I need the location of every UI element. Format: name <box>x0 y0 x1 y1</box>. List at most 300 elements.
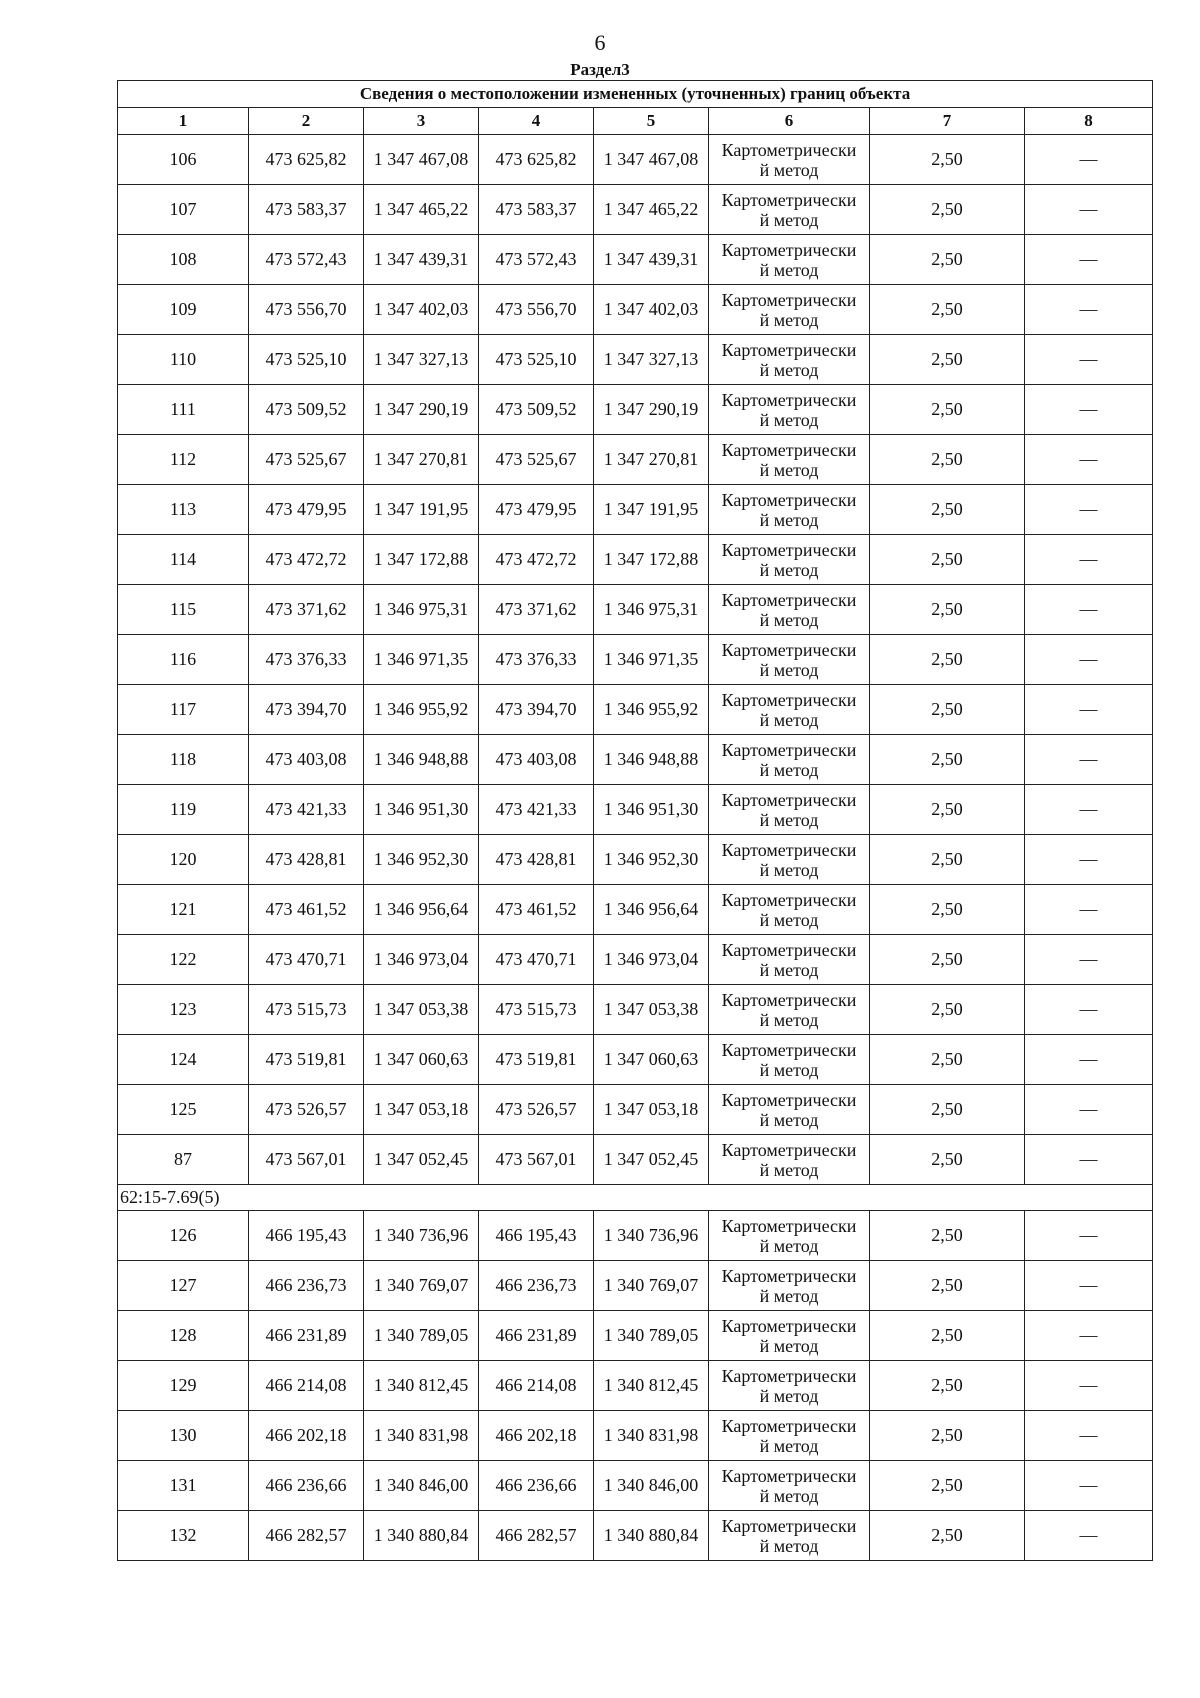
note-cell: — <box>1025 735 1153 785</box>
method-text-line: й метод <box>759 159 819 180</box>
column-number-header: 6 <box>709 108 870 135</box>
point-number-cell: 112 <box>118 435 249 485</box>
note-cell: — <box>1025 1411 1153 1461</box>
column-number-header: 8 <box>1025 108 1153 135</box>
method-cell <box>709 1311 870 1361</box>
method-cell <box>709 585 870 635</box>
x-coord-cell: 466 236,66 <box>249 1461 364 1511</box>
note-cell: — <box>1025 1211 1153 1261</box>
table-row <box>118 235 1153 285</box>
table-row <box>118 1511 1153 1561</box>
method-text-line: Картометрически <box>721 889 857 910</box>
accuracy-cell: 2,50 <box>870 985 1025 1035</box>
accuracy-cell: 2,50 <box>870 885 1025 935</box>
method-cell <box>709 1085 870 1135</box>
y-coord-cell: 1 340 789,05 <box>364 1311 479 1361</box>
y-coord-cell: 1 347 053,38 <box>364 985 479 1035</box>
point-number-cell: 122 <box>118 935 249 985</box>
method-cell <box>709 385 870 435</box>
method-cell <box>709 235 870 285</box>
y-coord-new-cell: 1 346 948,88 <box>594 735 709 785</box>
accuracy-cell: 2,50 <box>870 635 1025 685</box>
x-coord-cell: 473 509,52 <box>249 385 364 435</box>
accuracy-cell: 2,50 <box>870 835 1025 885</box>
table-row <box>118 685 1153 735</box>
method-text-line: Картометрически <box>721 589 857 610</box>
method-text-line: Картометрически <box>721 939 857 960</box>
table-row <box>118 435 1153 485</box>
accuracy-cell: 2,50 <box>870 735 1025 785</box>
x-coord-new-cell: 473 583,37 <box>479 185 594 235</box>
accuracy-cell: 2,50 <box>870 185 1025 235</box>
x-coord-cell: 473 556,70 <box>249 285 364 335</box>
method-text-line: й метод <box>759 659 819 680</box>
point-number-cell: 120 <box>118 835 249 885</box>
x-coord-cell: 473 515,73 <box>249 985 364 1035</box>
method-text-line: Картометрически <box>721 689 857 710</box>
point-number-cell: 106 <box>118 135 249 185</box>
table-row <box>118 485 1153 535</box>
accuracy-cell: 2,50 <box>870 785 1025 835</box>
method-text-line: й метод <box>759 759 819 780</box>
point-number-cell: 119 <box>118 785 249 835</box>
y-coord-cell: 1 347 439,31 <box>364 235 479 285</box>
table-row <box>118 385 1153 435</box>
y-coord-new-cell: 1 340 736,96 <box>594 1211 709 1261</box>
note-cell: — <box>1025 835 1153 885</box>
point-number-cell: 131 <box>118 1461 249 1511</box>
y-coord-cell: 1 347 402,03 <box>364 285 479 335</box>
point-number-cell: 130 <box>118 1411 249 1461</box>
section-title: Раздел3 <box>570 60 630 79</box>
column-number-header: 2 <box>249 108 364 135</box>
table-row <box>118 835 1153 885</box>
note-cell: — <box>1025 285 1153 335</box>
method-text-line: Картометрически <box>721 1415 857 1436</box>
x-coord-cell: 466 195,43 <box>249 1211 364 1261</box>
accuracy-cell: 2,50 <box>870 1261 1025 1311</box>
note-cell: — <box>1025 1261 1153 1311</box>
accuracy-cell: 2,50 <box>870 1135 1025 1185</box>
x-coord-cell: 473 403,08 <box>249 735 364 785</box>
method-text-line: Картометрически <box>721 1315 857 1336</box>
method-text-line: Картометрически <box>721 1215 857 1236</box>
method-text-line: Картометрически <box>721 1515 857 1536</box>
point-number-cell: 129 <box>118 1361 249 1411</box>
point-number-cell: 116 <box>118 635 249 685</box>
point-number-cell: 107 <box>118 185 249 235</box>
y-coord-cell: 1 347 172,88 <box>364 535 479 585</box>
x-coord-cell: 473 583,37 <box>249 185 364 235</box>
x-coord-cell: 473 470,71 <box>249 935 364 985</box>
point-number-cell: 128 <box>118 1311 249 1361</box>
method-text-line: й метод <box>759 309 819 330</box>
x-coord-new-cell: 473 403,08 <box>479 735 594 785</box>
y-coord-new-cell: 1 340 831,98 <box>594 1411 709 1461</box>
method-text-line: Картометрически <box>721 439 857 460</box>
point-number-cell: 117 <box>118 685 249 735</box>
method-text-line: й метод <box>759 909 819 930</box>
y-coord-cell: 1 347 327,13 <box>364 335 479 385</box>
method-text-line: й метод <box>759 1109 819 1130</box>
x-coord-cell: 473 394,70 <box>249 685 364 735</box>
method-text-line: й метод <box>759 1435 819 1456</box>
x-coord-new-cell: 473 394,70 <box>479 685 594 735</box>
y-coord-new-cell: 1 347 191,95 <box>594 485 709 535</box>
method-cell <box>709 835 870 885</box>
x-coord-cell: 473 371,62 <box>249 585 364 635</box>
method-cell <box>709 985 870 1035</box>
table-caption: Сведения о местоположении измененных (уточненных) границ объекта <box>118 81 1153 108</box>
x-coord-new-cell: 473 515,73 <box>479 985 594 1035</box>
point-number-cell: 113 <box>118 485 249 535</box>
point-number-cell: 115 <box>118 585 249 635</box>
y-coord-new-cell: 1 346 971,35 <box>594 635 709 685</box>
y-coord-cell: 1 346 948,88 <box>364 735 479 785</box>
column-number-header: 7 <box>870 108 1025 135</box>
x-coord-new-cell: 473 525,10 <box>479 335 594 385</box>
x-coord-cell: 473 421,33 <box>249 785 364 835</box>
x-coord-cell: 473 525,67 <box>249 435 364 485</box>
y-coord-cell: 1 340 736,96 <box>364 1211 479 1261</box>
note-cell: — <box>1025 635 1153 685</box>
y-coord-cell: 1 347 467,08 <box>364 135 479 185</box>
method-cell <box>709 1261 870 1311</box>
method-text-line: й метод <box>759 359 819 380</box>
accuracy-cell: 2,50 <box>870 535 1025 585</box>
x-coord-new-cell: 473 556,70 <box>479 285 594 335</box>
x-coord-cell: 466 214,08 <box>249 1361 364 1411</box>
method-cell <box>709 1135 870 1185</box>
note-cell: — <box>1025 785 1153 835</box>
method-text-line: Картометрически <box>721 639 857 660</box>
x-coord-new-cell: 473 479,95 <box>479 485 594 535</box>
accuracy-cell: 2,50 <box>870 135 1025 185</box>
method-cell <box>709 1035 870 1085</box>
table-row <box>118 1411 1153 1461</box>
x-coord-new-cell: 473 525,67 <box>479 435 594 485</box>
y-coord-cell: 1 340 846,00 <box>364 1461 479 1511</box>
method-text-line: Картометрически <box>721 489 857 510</box>
method-cell <box>709 335 870 385</box>
method-text-line: й метод <box>759 1485 819 1506</box>
x-coord-cell: 473 572,43 <box>249 235 364 285</box>
method-text-line: й метод <box>759 1235 819 1256</box>
method-text-line: Картометрически <box>721 839 857 860</box>
x-coord-cell: 473 461,52 <box>249 885 364 935</box>
point-number-cell: 108 <box>118 235 249 285</box>
method-text-line: Картометрически <box>721 289 857 310</box>
method-text-line: й метод <box>759 1159 819 1180</box>
accuracy-cell: 2,50 <box>870 1085 1025 1135</box>
table-row <box>118 285 1153 335</box>
x-coord-cell: 473 428,81 <box>249 835 364 885</box>
method-text-line: Картометрически <box>721 789 857 810</box>
x-coord-cell: 473 625,82 <box>249 135 364 185</box>
accuracy-cell: 2,50 <box>870 1461 1025 1511</box>
note-cell: — <box>1025 1311 1153 1361</box>
y-coord-new-cell: 1 340 812,45 <box>594 1361 709 1411</box>
y-coord-cell: 1 347 191,95 <box>364 485 479 535</box>
method-text-line: й метод <box>759 209 819 230</box>
accuracy-cell: 2,50 <box>870 1211 1025 1261</box>
y-coord-cell: 1 346 956,64 <box>364 885 479 935</box>
y-coord-cell: 1 346 971,35 <box>364 635 479 685</box>
note-cell: — <box>1025 1085 1153 1135</box>
table-row <box>118 1311 1153 1361</box>
note-cell: — <box>1025 1035 1153 1085</box>
method-cell <box>709 885 870 935</box>
accuracy-cell: 2,50 <box>870 585 1025 635</box>
y-coord-new-cell: 1 347 270,81 <box>594 435 709 485</box>
accuracy-cell: 2,50 <box>870 485 1025 535</box>
x-coord-cell: 473 526,57 <box>249 1085 364 1135</box>
y-coord-cell: 1 347 060,63 <box>364 1035 479 1085</box>
method-text-line: Картометрически <box>721 1465 857 1486</box>
method-text-line: Картометрически <box>721 539 857 560</box>
y-coord-new-cell: 1 346 973,04 <box>594 935 709 985</box>
y-coord-new-cell: 1 346 955,92 <box>594 685 709 735</box>
column-number-header: 5 <box>594 108 709 135</box>
method-text-line: Картометрически <box>721 739 857 760</box>
x-coord-new-cell: 473 472,72 <box>479 535 594 585</box>
method-cell <box>709 935 870 985</box>
method-text-line: й метод <box>759 809 819 830</box>
point-number-cell: 87 <box>118 1135 249 1185</box>
table-row <box>118 1361 1153 1411</box>
y-coord-cell: 1 340 812,45 <box>364 1361 479 1411</box>
note-cell: — <box>1025 235 1153 285</box>
y-coord-cell: 1 346 975,31 <box>364 585 479 635</box>
y-coord-new-cell: 1 347 467,08 <box>594 135 709 185</box>
y-coord-new-cell: 1 347 465,22 <box>594 185 709 235</box>
y-coord-cell: 1 346 955,92 <box>364 685 479 735</box>
method-cell <box>709 135 870 185</box>
y-coord-cell: 1 346 952,30 <box>364 835 479 885</box>
method-text-line: й метод <box>759 959 819 980</box>
method-text-line: Картометрически <box>721 1365 857 1386</box>
method-text-line: Картометрически <box>721 389 857 410</box>
method-text-line: й метод <box>759 1009 819 1030</box>
table-row <box>118 985 1153 1035</box>
y-coord-new-cell: 1 347 290,19 <box>594 385 709 435</box>
page-number: 6 <box>594 30 606 55</box>
table-row <box>118 185 1153 235</box>
x-coord-cell: 473 376,33 <box>249 635 364 685</box>
point-number-cell: 118 <box>118 735 249 785</box>
table-row <box>118 1085 1153 1135</box>
group-label: 62:15-7.69(5) <box>118 1185 1153 1211</box>
y-coord-new-cell: 1 340 846,00 <box>594 1461 709 1511</box>
y-coord-cell: 1 340 831,98 <box>364 1411 479 1461</box>
accuracy-cell: 2,50 <box>870 385 1025 435</box>
method-text-line: Картометрически <box>721 1089 857 1110</box>
y-coord-new-cell: 1 346 975,31 <box>594 585 709 635</box>
method-text-line: Картометрически <box>721 1039 857 1060</box>
point-number-cell: 110 <box>118 335 249 385</box>
method-cell <box>709 435 870 485</box>
table-caption-row <box>118 81 1153 108</box>
point-number-cell: 124 <box>118 1035 249 1085</box>
table-row <box>118 585 1153 635</box>
x-coord-new-cell: 466 236,66 <box>479 1461 594 1511</box>
table-row <box>118 935 1153 985</box>
accuracy-cell: 2,50 <box>870 1361 1025 1411</box>
point-number-cell: 121 <box>118 885 249 935</box>
y-coord-new-cell: 1 347 327,13 <box>594 335 709 385</box>
method-cell <box>709 485 870 535</box>
x-coord-cell: 473 525,10 <box>249 335 364 385</box>
accuracy-cell: 2,50 <box>870 1311 1025 1361</box>
note-cell: — <box>1025 1511 1153 1561</box>
accuracy-cell: 2,50 <box>870 235 1025 285</box>
method-text-line: й метод <box>759 1385 819 1406</box>
accuracy-cell: 2,50 <box>870 285 1025 335</box>
method-text-line: Картометрически <box>721 339 857 360</box>
note-cell: — <box>1025 185 1153 235</box>
x-coord-new-cell: 473 421,33 <box>479 785 594 835</box>
method-cell <box>709 785 870 835</box>
method-text-line: й метод <box>759 1285 819 1306</box>
y-coord-new-cell: 1 347 439,31 <box>594 235 709 285</box>
y-coord-cell: 1 340 880,84 <box>364 1511 479 1561</box>
x-coord-cell: 466 231,89 <box>249 1311 364 1361</box>
method-text-line: й метод <box>759 1335 819 1356</box>
x-coord-new-cell: 473 371,62 <box>479 585 594 635</box>
point-number-cell: 126 <box>118 1211 249 1261</box>
x-coord-new-cell: 466 202,18 <box>479 1411 594 1461</box>
y-coord-cell: 1 346 951,30 <box>364 785 479 835</box>
method-text-line: й метод <box>759 1535 819 1556</box>
note-cell: — <box>1025 685 1153 735</box>
group-header-row <box>118 1185 1153 1211</box>
x-coord-cell: 466 282,57 <box>249 1511 364 1561</box>
table-row <box>118 735 1153 785</box>
x-coord-new-cell: 473 428,81 <box>479 835 594 885</box>
table-row <box>118 335 1153 385</box>
table-body <box>118 135 1153 1561</box>
method-cell <box>709 735 870 785</box>
point-number-cell: 111 <box>118 385 249 435</box>
point-number-cell: 132 <box>118 1511 249 1561</box>
column-number-header: 4 <box>479 108 594 135</box>
method-cell <box>709 535 870 585</box>
y-coord-cell: 1 346 973,04 <box>364 935 479 985</box>
column-number-row <box>118 108 1153 135</box>
x-coord-new-cell: 473 625,82 <box>479 135 594 185</box>
note-cell: — <box>1025 1135 1153 1185</box>
note-cell: — <box>1025 1461 1153 1511</box>
accuracy-cell: 2,50 <box>870 685 1025 735</box>
accuracy-cell: 2,50 <box>870 1511 1025 1561</box>
y-coord-new-cell: 1 347 172,88 <box>594 535 709 585</box>
note-cell: — <box>1025 885 1153 935</box>
point-number-cell: 109 <box>118 285 249 335</box>
x-coord-cell: 466 236,73 <box>249 1261 364 1311</box>
table-row <box>118 1461 1153 1511</box>
note-cell: — <box>1025 135 1153 185</box>
y-coord-new-cell: 1 347 402,03 <box>594 285 709 335</box>
method-text-line: й метод <box>759 609 819 630</box>
note-cell: — <box>1025 335 1153 385</box>
table-row <box>118 785 1153 835</box>
y-coord-cell: 1 347 270,81 <box>364 435 479 485</box>
coordinates-table <box>117 80 1153 1561</box>
x-coord-new-cell: 473 509,52 <box>479 385 594 435</box>
method-text-line: й метод <box>759 259 819 280</box>
method-text-line: й метод <box>759 509 819 530</box>
x-coord-new-cell: 466 214,08 <box>479 1361 594 1411</box>
x-coord-cell: 473 479,95 <box>249 485 364 535</box>
point-number-cell: 114 <box>118 535 249 585</box>
method-text-line: Картометрически <box>721 1265 857 1286</box>
y-coord-new-cell: 1 346 952,30 <box>594 835 709 885</box>
point-number-cell: 127 <box>118 1261 249 1311</box>
note-cell: — <box>1025 535 1153 585</box>
x-coord-new-cell: 473 567,01 <box>479 1135 594 1185</box>
note-cell: — <box>1025 485 1153 535</box>
table-row <box>118 535 1153 585</box>
method-text-line: Картометрически <box>721 1139 857 1160</box>
method-cell <box>709 1511 870 1561</box>
table-row <box>118 1261 1153 1311</box>
point-number-cell: 123 <box>118 985 249 1035</box>
x-coord-new-cell: 466 195,43 <box>479 1211 594 1261</box>
note-cell: — <box>1025 1361 1153 1411</box>
method-text-line: й метод <box>759 409 819 430</box>
method-cell <box>709 1461 870 1511</box>
table-row <box>118 1211 1153 1261</box>
table-row <box>118 885 1153 935</box>
method-text-line: Картометрически <box>721 189 857 210</box>
y-coord-new-cell: 1 340 769,07 <box>594 1261 709 1311</box>
note-cell: — <box>1025 435 1153 485</box>
y-coord-new-cell: 1 346 951,30 <box>594 785 709 835</box>
y-coord-cell: 1 347 052,45 <box>364 1135 479 1185</box>
method-text-line: й метод <box>759 859 819 880</box>
method-cell <box>709 1411 870 1461</box>
method-cell <box>709 685 870 735</box>
note-cell: — <box>1025 385 1153 435</box>
x-coord-new-cell: 473 461,52 <box>479 885 594 935</box>
column-number-header: 1 <box>118 108 249 135</box>
x-coord-new-cell: 473 526,57 <box>479 1085 594 1135</box>
accuracy-cell: 2,50 <box>870 435 1025 485</box>
y-coord-cell: 1 340 769,07 <box>364 1261 479 1311</box>
method-text-line: Картометрически <box>721 239 857 260</box>
x-coord-cell: 466 202,18 <box>249 1411 364 1461</box>
table-row <box>118 1035 1153 1085</box>
table-row <box>118 135 1153 185</box>
accuracy-cell: 2,50 <box>870 1411 1025 1461</box>
method-cell <box>709 635 870 685</box>
y-coord-new-cell: 1 347 053,18 <box>594 1085 709 1135</box>
accuracy-cell: 2,50 <box>870 335 1025 385</box>
x-coord-cell: 473 567,01 <box>249 1135 364 1185</box>
method-cell <box>709 1211 870 1261</box>
x-coord-new-cell: 473 572,43 <box>479 235 594 285</box>
accuracy-cell: 2,50 <box>870 935 1025 985</box>
column-number-header: 3 <box>364 108 479 135</box>
x-coord-new-cell: 473 376,33 <box>479 635 594 685</box>
note-cell: — <box>1025 985 1153 1035</box>
method-text-line: й метод <box>759 1059 819 1080</box>
method-text-line: Картометрически <box>721 139 857 160</box>
method-text-line: й метод <box>759 459 819 480</box>
method-cell <box>709 285 870 335</box>
method-text-line: Картометрически <box>721 989 857 1010</box>
method-cell <box>709 1361 870 1411</box>
